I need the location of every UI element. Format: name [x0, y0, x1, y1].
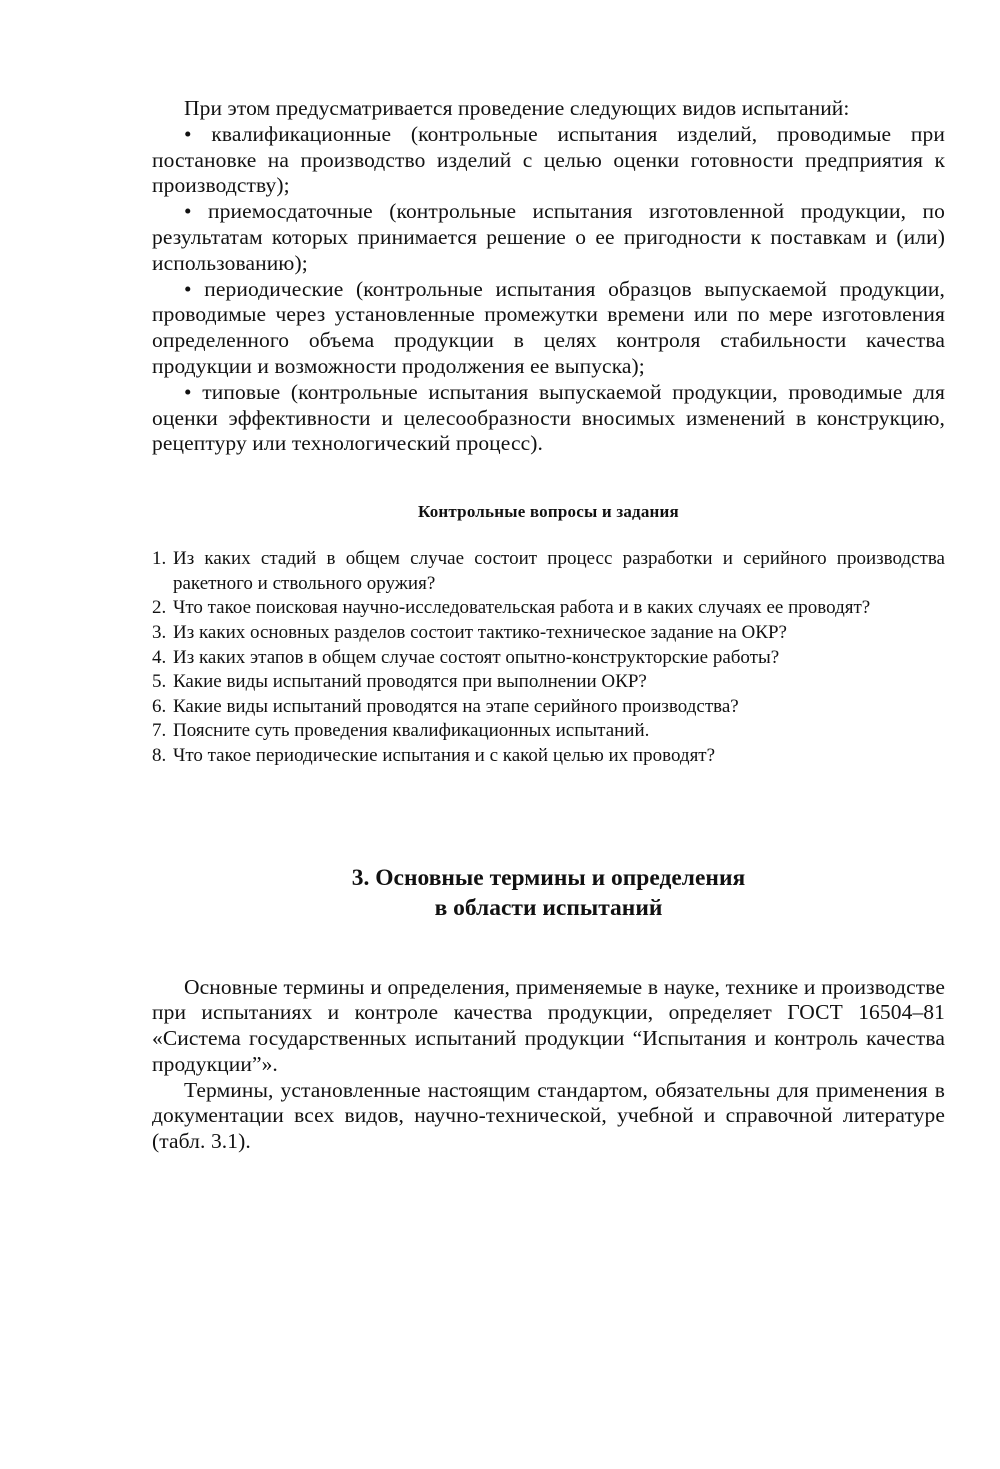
question-text: Из каких основных разделов состоит тактико-техническое задание на ОКР? [173, 621, 787, 643]
question-text: Что такое периодические испытания и с какой целью их проводят? [173, 744, 716, 766]
question-text: Поясните суть проведения квалификационных испытаний. [173, 720, 650, 742]
question-number: 2. [152, 597, 167, 619]
question-number: 7. [152, 720, 167, 742]
question-text: Из каких этапов в общем случае состоят опытно-конструкторские работы? [173, 646, 780, 668]
question-text: Какие виды испытаний проводятся при выполнении ОКР? [173, 671, 647, 693]
section-title-line2: в области испытаний [434, 894, 663, 921]
list-item [152, 670, 945, 695]
bullet-qualification: • квалификационные (контрольные испытания изделий, проводимые при постановке на производство изделий с целью оценки готовности предприятия к производству); [152, 121, 945, 198]
section-title [152, 863, 945, 923]
intro-lead: При этом предусматривается проведение следующих видов испытаний: [184, 96, 850, 120]
question-number: 6. [152, 695, 167, 717]
questions-list [152, 547, 945, 768]
list-item [152, 646, 945, 671]
list-item [152, 719, 945, 744]
list-item [152, 744, 945, 769]
question-number: 4. [152, 646, 167, 668]
bullet-acceptance: • приемосдаточные (контрольные испытания изготовленной продукции, по результатам которых принимается решение о ее пригодности к поставкам и (или) использованию); [152, 199, 945, 275]
bullet-periodic: • периодические (контрольные испытания образцов выпускаемой продукции, проводимые через установленные промежутки времени или по мере изготовления определенного объема продукции в целях контроля стабильности качества продукции и возможности продолжения ее выпуска); [152, 276, 945, 378]
section-body [152, 975, 945, 1156]
list-item [152, 695, 945, 720]
section-paragraph-gost: Основные термины и определения, применяемые в науке, технике и производстве при испытаниях и контроле качества продукции, определяет ГОСТ 16504–81 «Система государственных испытаний продукции “Испытания и контроль качества продукции”». [152, 974, 945, 1076]
list-item [152, 596, 945, 621]
question-number: 3. [152, 621, 167, 643]
question-number: 8. [152, 744, 167, 766]
section-paragraph-terms: Термины, установленные настоящим стандартом, обязательны для применения в документации всех видов, научно-технической, учебной и справочной литературе (табл. 3.1). [152, 1077, 945, 1154]
document-page [152, 96, 945, 1155]
section-title-line1: 3. Основные термины и определения [351, 864, 746, 891]
questions-heading: Контрольные вопросы и задания [418, 502, 679, 522]
list-item [152, 621, 945, 646]
bullet-type: • типовые (контрольные испытания выпускаемой продукции, проводимые для оценки эффективности и целесообразности вносимых изменений в конструкцию, рецептуру или технологический процесс). [152, 379, 945, 456]
question-text: Какие виды испытаний проводятся на этапе серийного производства? [173, 695, 739, 717]
question-number: 1. [152, 548, 167, 570]
list-item [152, 547, 945, 596]
question-number: 5. [152, 671, 167, 693]
question-text: Из каких стадий в общем случае состоит процесс разработки и серийного производства ракетного и ствольного оружия? [173, 548, 945, 594]
question-text: Что такое поисковая научно-исследовательская работа и в каких случаях ее проводят? [173, 597, 871, 619]
